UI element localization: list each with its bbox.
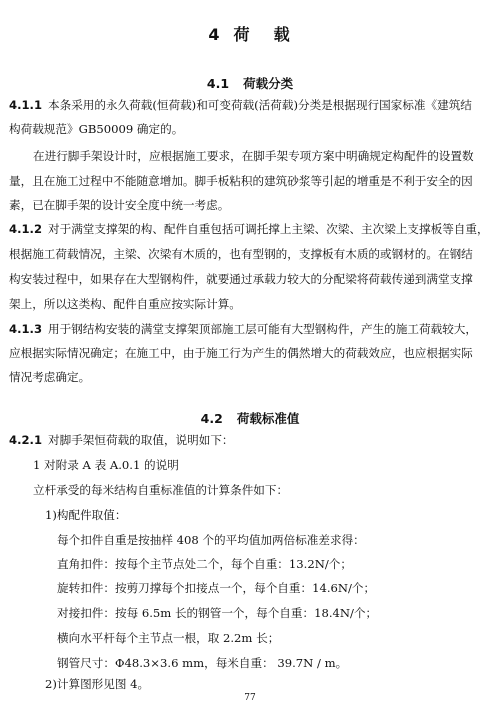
section-heading-4-2 (0, 409, 500, 427)
paragraph-line: 应根据实际情况确定；在施工中，由于施工行为产生的偶然增大的荷载效应，也应根据实际 (9, 346, 473, 360)
section-title: 荷载标准值 (236, 411, 300, 426)
sub-list-line: 旋转扣件：按剪刀撑每个扣接点一个，每个自重：14.6N/个； (57, 581, 376, 595)
clause-number: 4.1.2 (9, 222, 43, 236)
section-title: 荷载分类 (243, 76, 294, 91)
clause-number: 4.1.1 (9, 98, 43, 112)
paragraph-line: 架上，所以这类构、配件自重应按实际计算。 (9, 297, 241, 311)
sub-list-line: 对接扣件：按每 6.5m 长的钢管一个，每个自重：18.4N/个； (57, 606, 378, 620)
paragraph-line: 立杆承受的每米结构自重标准值的计算条件如下： (33, 483, 289, 497)
section-number: 4.1 (206, 76, 230, 91)
sub-list-item: 1)构配件取值： (45, 508, 127, 522)
paragraph-line: 素，已在脚手架的设计安全度中统一考虑。 (9, 198, 230, 212)
sub-list-line: 直角扣件：按每个主节点处二个，每个自重：13.2N/个； (57, 557, 352, 571)
clause-text: 用于钢结构安装的满堂支撑架顶部施工层可能有大型钢构件，产生的施工荷载较大， (48, 322, 477, 336)
clause-4-1-1-line-2: 构荷载规范》GB50009 确定的。 (9, 122, 184, 136)
clause-4-2-1-line-1 (9, 432, 495, 448)
section-number: 4.2 (200, 411, 223, 426)
clause-text: 本条采用的永久荷载(恒荷载)和可变荷载(活荷载)分类是根据现行国家标准《建筑结 (48, 98, 472, 112)
paragraph-line: 构安装过程中，如果存在大型钢构件，就要通过承载力较大的分配梁将荷载传递到满堂支撑 (9, 272, 473, 286)
chapter-title-char-1: 荷 (233, 25, 252, 44)
sub-list-line: 钢管尺寸：Φ48.3×3.6 mm，每米自重： 39.7N / m。 (57, 656, 348, 670)
clause-number: 4.1.3 (9, 322, 43, 336)
chapter-title-char-2: 载 (273, 25, 292, 44)
sub-list-line: 每个扣件自重是按抽样 408 个的平均值加两倍标准差求得： (57, 533, 365, 547)
clause-4-1-1-line-1 (9, 97, 495, 113)
paragraph-line: 情况考虑确定。 (9, 370, 91, 384)
clause-4-1-2-line-1 (9, 221, 495, 237)
sub-list-line: 横向水平杆每个主节点一根，取 2.2m 长； (57, 631, 280, 645)
clause-text: 对脚手架恒荷载的取值，说明如下： (48, 433, 234, 447)
chapter-number: 4 (208, 25, 222, 44)
sub-list-item: 2)计算图形见图 4。 (45, 677, 150, 691)
list-item: 1 对附录 A 表 A.0.1 的说明 (33, 458, 179, 472)
paragraph-line: 在进行脚手架设计时，应根据施工要求，在脚手架专项方案中明确规定构配件的设置数 (33, 149, 474, 163)
clause-4-1-3-line-1 (9, 321, 495, 337)
paragraph-line: 量，且在施工过程中不能随意增加。脚手板粘积的建筑砂浆等引起的增重是不利于安全的因 (9, 174, 473, 188)
chapter-title (0, 22, 500, 45)
page-number: 77 (244, 693, 256, 703)
paragraph-line: 根据施工荷载情况，主梁、次梁有木质的，也有型钢的，支撑板有木质的或钢材的。在钢结 (9, 247, 473, 261)
clause-number: 4.2.1 (9, 433, 43, 447)
section-heading-4-1 (0, 74, 500, 92)
clause-text: 对于满堂支撑架的构、配件自重包括可调托撑上主梁、次梁、主次梁上支撑板等自重， (48, 222, 489, 236)
